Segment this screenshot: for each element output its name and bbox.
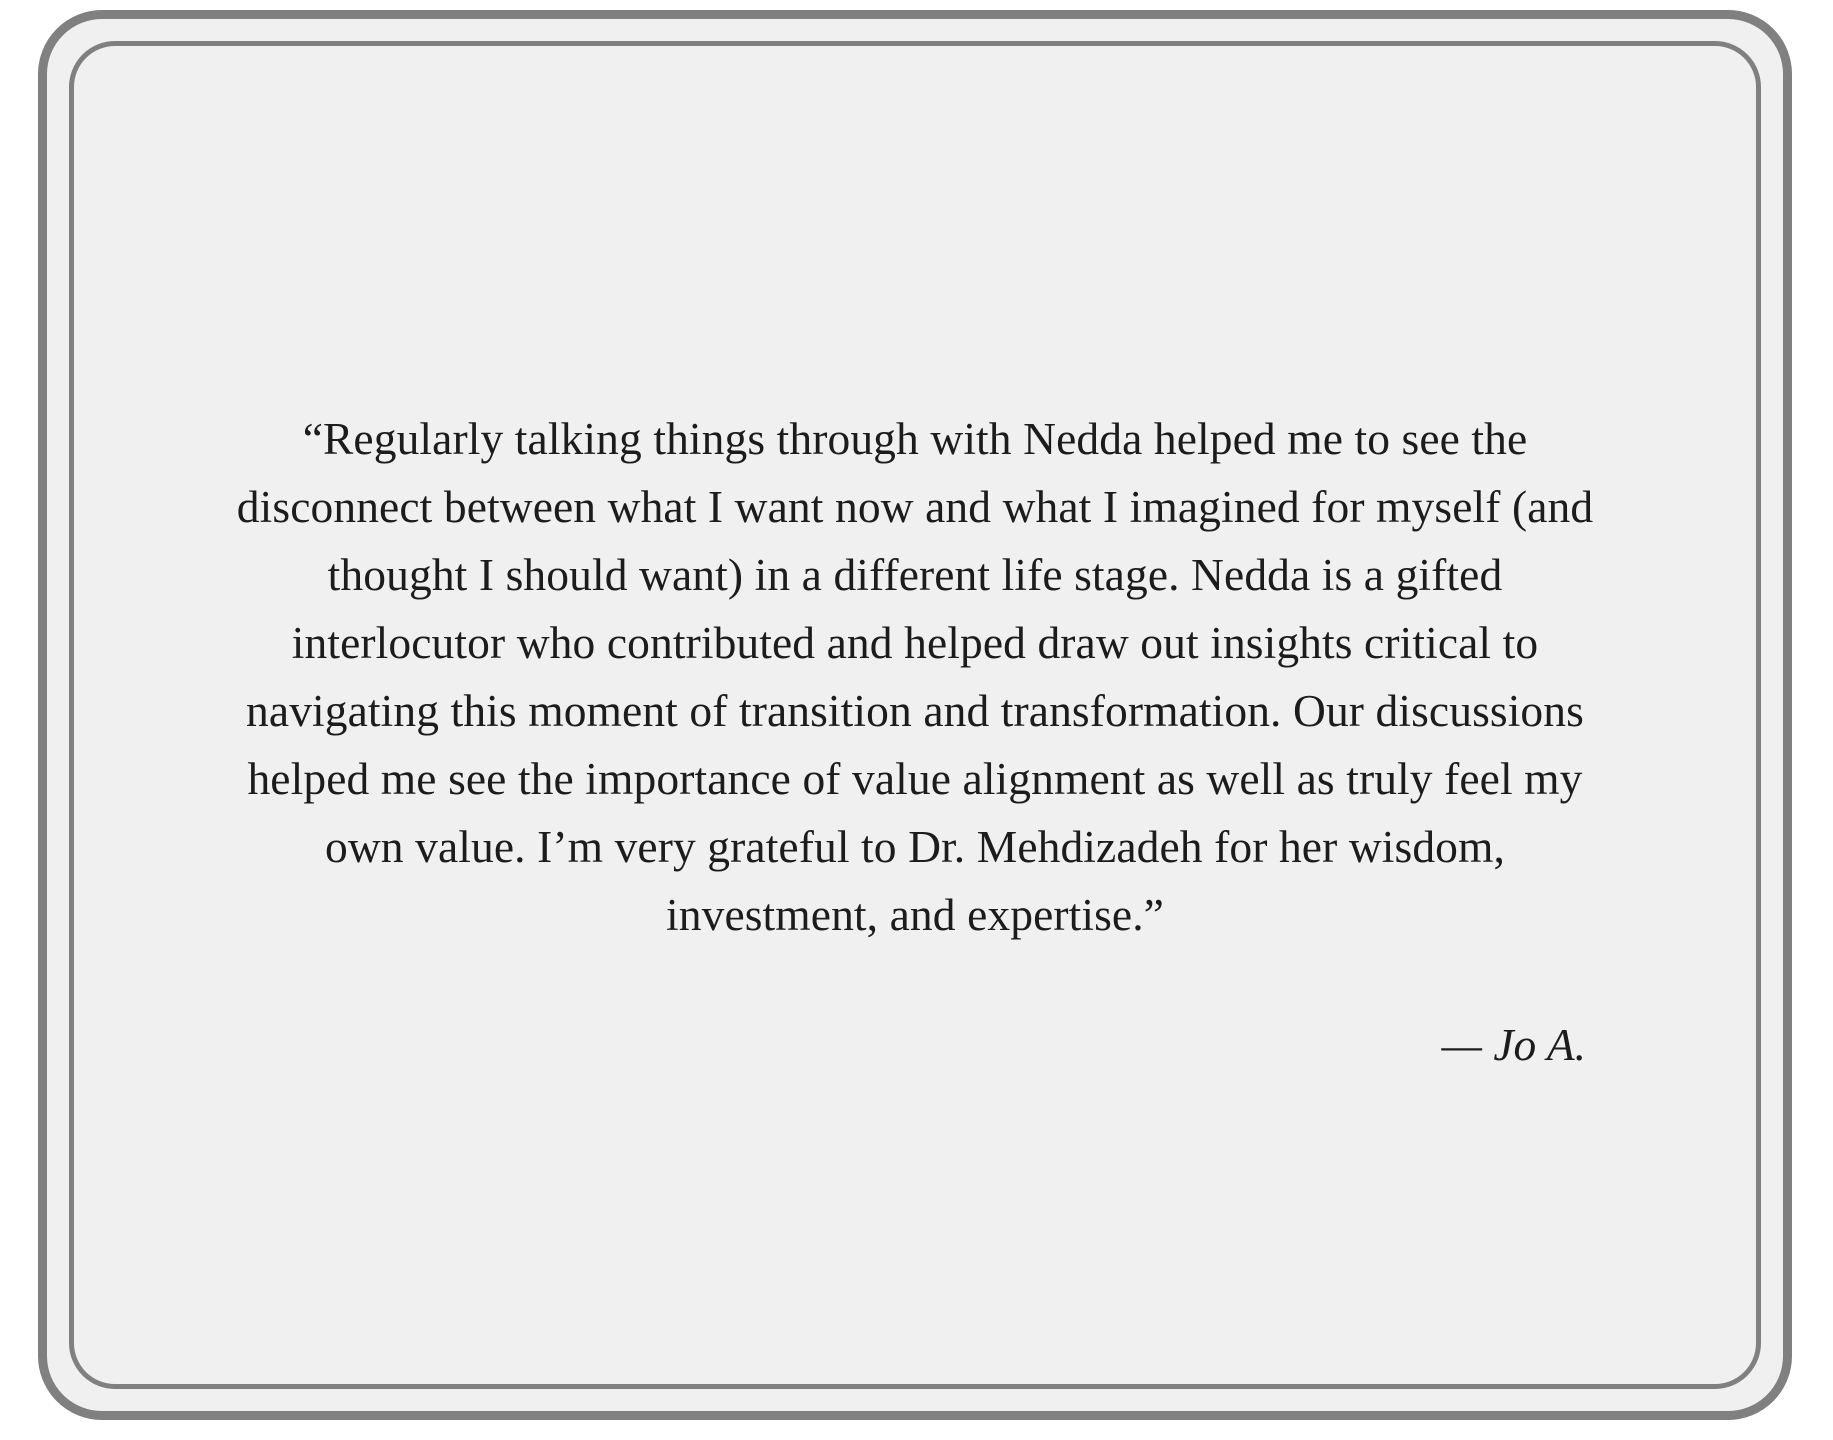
testimonial-card (38, 10, 1792, 1420)
testimonial-inner-frame (69, 41, 1761, 1389)
quote-text: “Regularly talking things through with Nedda helped me to see the disconnect between what I want now and what I imagined for myself (and thought I should want) in a different life stage. Nedda is a gifted interlocutor who contributed and helped draw out insights critical to navigating this moment of transition and transformation. Our discussions helped me see the importance of value alignment as well as truly feel my own value. I’m very grateful to Dr. Mehdizadeh for her wisdom, investment, and expertise.” (236, 413, 1594, 940)
quote-attribution: — Jo A. (1441, 1019, 1586, 1070)
quote-block (220, 405, 1610, 1079)
